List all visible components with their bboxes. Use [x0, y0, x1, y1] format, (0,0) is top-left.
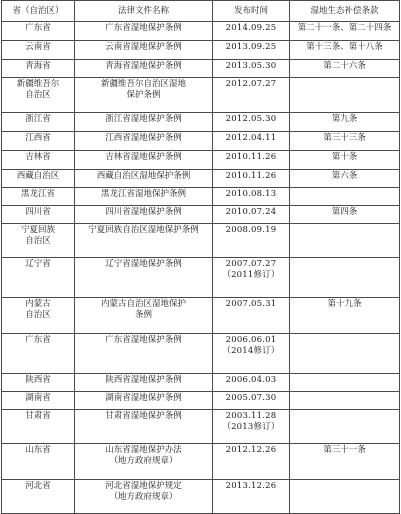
clause-cell — [290, 334, 400, 374]
date-cell-line: 2007.07.27 — [225, 259, 277, 269]
clause-cell — [290, 132, 400, 151]
date-cell — [213, 188, 290, 206]
header-row — [2, 1, 400, 22]
province-cell-line: 河北省 — [25, 481, 51, 491]
law-name-cell — [75, 151, 213, 170]
table-row — [2, 151, 400, 170]
clause-cell — [290, 113, 400, 132]
date-cell — [213, 224, 290, 258]
date-cell-line: 2006.06.01 — [225, 335, 277, 345]
law-name-cell — [75, 188, 213, 206]
table-row — [2, 113, 400, 132]
law-name-cell — [75, 480, 213, 514]
law-name-cell-line: 青海省湿地保护条例 — [105, 61, 182, 71]
law-name-cell — [75, 258, 213, 298]
province-cell-line: 四川省 — [25, 207, 51, 217]
date-cell — [213, 444, 290, 480]
law-name-cell-line: 新疆维吾尔自治区湿地 — [100, 79, 186, 89]
province-cell — [2, 151, 75, 170]
date-cell-line: 2014.09.25 — [225, 23, 277, 33]
law-name-cell-line: 西藏自治区湿地保护条例 — [96, 171, 191, 181]
clause-cell — [290, 258, 400, 298]
table-row — [2, 298, 400, 334]
province-cell-line: 自治区 — [25, 236, 51, 246]
law-name-cell — [75, 374, 213, 392]
province-cell — [2, 188, 75, 206]
table-row — [2, 60, 400, 78]
law-name-cell-line: 辽宁省湿地保护条例 — [105, 259, 182, 269]
date-cell-line: 2010.11.26 — [225, 171, 277, 181]
law-name-cell-line: 江西省湿地保护条例 — [105, 133, 182, 143]
law-name-cell-line: 广东省湿地保护条例 — [105, 335, 182, 345]
province-cell-line: 内蒙古 — [25, 299, 51, 309]
province-cell — [2, 41, 75, 60]
province-cell-line: 宁夏回族 — [20, 225, 55, 235]
clause-cell-line: 第九条 — [331, 114, 358, 124]
law-name-cell-line: 湖南省湿地保护条例 — [105, 393, 182, 403]
province-cell — [2, 298, 75, 334]
date-cell-line: 2013.05.30 — [225, 61, 277, 71]
clause-cell — [290, 224, 400, 258]
province-cell — [2, 392, 75, 410]
law-name-cell-line: 广东省湿地保护条例 — [105, 23, 182, 33]
header-clause: 湿地生态补偿条款 — [290, 1, 400, 22]
date-cell — [213, 132, 290, 151]
date-cell — [213, 22, 290, 41]
table-row — [2, 170, 400, 188]
province-cell — [2, 22, 75, 41]
date-cell — [213, 410, 290, 444]
province-cell-line: 青海省 — [25, 61, 51, 71]
clause-cell-line: 第十三条、第十八条 — [306, 42, 383, 52]
province-cell-line: 山东省 — [25, 445, 51, 455]
date-cell-line: 2012.07.27 — [225, 79, 277, 89]
table-row — [2, 78, 400, 113]
clause-cell-line: 第四条 — [331, 207, 358, 217]
clause-cell — [290, 206, 400, 224]
province-cell-line: 陕西省 — [25, 375, 51, 385]
province-cell — [2, 410, 75, 444]
province-cell-line: 自治区 — [25, 90, 51, 100]
date-cell — [213, 113, 290, 132]
province-cell — [2, 60, 75, 78]
clause-cell — [290, 170, 400, 188]
law-name-cell — [75, 170, 213, 188]
law-name-cell-line: 条例 — [134, 310, 152, 320]
law-name-cell — [75, 41, 213, 60]
province-cell — [2, 132, 75, 151]
province-cell-line: 辽宁省 — [25, 259, 51, 269]
table-body — [2, 22, 400, 514]
table-row — [2, 334, 400, 374]
date-cell — [213, 334, 290, 374]
province-cell-line: 云南省 — [25, 42, 51, 52]
law-name-cell-line: （地方政府规章） — [109, 456, 178, 466]
law-name-cell — [75, 22, 213, 41]
law-name-cell-line: 宁夏回族自治区湿地保护条例 — [88, 225, 199, 235]
date-cell-line: 2003.11.28 — [225, 411, 277, 421]
date-cell — [213, 206, 290, 224]
header-province: 省（自治区） — [2, 1, 75, 22]
table-row — [2, 22, 400, 41]
law-name-cell — [75, 206, 213, 224]
law-name-cell-line: 山东省湿地保护办法 — [105, 445, 182, 455]
header-law-name: 法律文件名称 — [75, 1, 213, 22]
date-cell — [213, 374, 290, 392]
date-cell-line: 2010.11.26 — [225, 152, 277, 162]
law-name-cell — [75, 60, 213, 78]
law-name-cell — [75, 444, 213, 480]
date-cell-line: （2013修订） — [222, 422, 280, 432]
date-cell-line: 2005.07.30 — [225, 393, 277, 403]
province-cell — [2, 374, 75, 392]
date-cell-line: （2011修订） — [222, 270, 280, 280]
law-name-cell-line: 河北省湿地保护规定 — [105, 481, 182, 491]
date-cell-line: 2013.12.26 — [225, 481, 277, 491]
date-cell — [213, 480, 290, 514]
clause-cell — [290, 151, 400, 170]
province-cell — [2, 258, 75, 298]
law-name-cell-line: 内蒙古自治区湿地保护 — [100, 299, 186, 309]
law-name-cell-line: 黑龙江省湿地保护条例 — [100, 189, 186, 199]
province-cell-line: 广东省 — [25, 23, 51, 33]
clause-cell — [290, 78, 400, 113]
clause-cell — [290, 444, 400, 480]
date-cell-line: 2012.05.30 — [225, 114, 277, 124]
province-cell — [2, 170, 75, 188]
date-cell-line: 2012.12.26 — [225, 445, 277, 455]
clause-cell-line: 第十条 — [331, 152, 358, 162]
header-date: 发布时间 — [213, 1, 290, 22]
table-row — [2, 410, 400, 444]
law-name-cell-line: 云南省湿地保护条例 — [105, 42, 182, 52]
province-cell-line: 甘肃省 — [25, 411, 51, 421]
province-cell — [2, 444, 75, 480]
law-name-cell-line: 甘肃省湿地保护条例 — [105, 411, 182, 421]
law-name-cell — [75, 224, 213, 258]
clause-cell — [290, 298, 400, 334]
province-cell — [2, 113, 75, 132]
date-cell — [213, 41, 290, 60]
law-name-cell — [75, 132, 213, 151]
date-cell — [213, 151, 290, 170]
law-name-cell — [75, 113, 213, 132]
clause-cell — [290, 410, 400, 444]
clause-cell — [290, 374, 400, 392]
date-cell — [213, 60, 290, 78]
province-cell-line: 自治区 — [25, 310, 51, 320]
province-cell-line: 江西省 — [25, 133, 51, 143]
date-cell — [213, 392, 290, 410]
table-header — [2, 1, 400, 22]
law-name-cell-line: 浙江省湿地保护条例 — [105, 114, 182, 124]
clause-cell — [290, 392, 400, 410]
table-row — [2, 374, 400, 392]
table-row — [2, 132, 400, 151]
province-cell-line: 湖南省 — [25, 393, 51, 403]
province-cell-line: 广东省 — [25, 335, 51, 345]
date-cell-line: 2007.05.31 — [225, 299, 277, 309]
date-cell — [213, 258, 290, 298]
date-cell-line: 2010.08.13 — [225, 189, 277, 199]
table-row — [2, 206, 400, 224]
clause-cell-line: 第三十一条 — [323, 445, 366, 455]
law-name-cell — [75, 334, 213, 374]
clause-cell-line: 第二十一条、第二十四条 — [297, 23, 392, 33]
table-row — [2, 41, 400, 60]
date-cell-line: 2012.04.11 — [225, 133, 277, 143]
law-name-cell-line: 保护条例 — [126, 90, 161, 100]
date-cell-line: 2010.07.24 — [225, 207, 277, 217]
table-row — [2, 188, 400, 206]
date-cell-line: 2008.09.19 — [225, 225, 277, 235]
law-name-cell — [75, 298, 213, 334]
law-name-cell-line: 吉林省湿地保护条例 — [105, 152, 182, 162]
wetland-law-table — [1, 0, 400, 514]
province-cell — [2, 206, 75, 224]
province-cell — [2, 78, 75, 113]
table-row — [2, 258, 400, 298]
law-name-cell-line: 四川省湿地保护条例 — [105, 207, 182, 217]
clause-cell — [290, 60, 400, 78]
clause-cell — [290, 22, 400, 41]
clause-cell — [290, 188, 400, 206]
law-name-cell — [75, 410, 213, 444]
province-cell-line: 吉林省 — [25, 152, 51, 162]
table-row — [2, 224, 400, 258]
law-name-cell-line: 陕西省湿地保护条例 — [105, 375, 182, 385]
law-name-cell — [75, 78, 213, 113]
clause-cell — [290, 480, 400, 514]
clause-cell-line: 第十九条 — [327, 299, 362, 309]
province-cell — [2, 224, 75, 258]
date-cell-line: （2014修订） — [222, 346, 280, 356]
province-cell-line: 新疆维吾尔 — [16, 79, 60, 89]
clause-cell-line: 第六条 — [331, 171, 358, 181]
clause-cell-line: 第二十六条 — [323, 61, 366, 71]
province-cell-line: 黑龙江省 — [20, 189, 55, 199]
clause-cell — [290, 41, 400, 60]
date-cell-line: 2013.09.25 — [225, 42, 277, 52]
date-cell-line: 2006.04.03 — [225, 375, 277, 385]
table-row — [2, 480, 400, 514]
law-name-cell — [75, 392, 213, 410]
province-cell-line: 浙江省 — [25, 114, 51, 124]
table-row — [2, 444, 400, 480]
date-cell — [213, 298, 290, 334]
province-cell — [2, 334, 75, 374]
province-cell-line: 西藏自治区 — [16, 171, 60, 181]
table-row — [2, 392, 400, 410]
date-cell — [213, 170, 290, 188]
date-cell — [213, 78, 290, 113]
province-cell — [2, 480, 75, 514]
clause-cell-line: 第三十三条 — [323, 133, 366, 143]
law-name-cell-line: （地方政府规章） — [109, 492, 178, 502]
